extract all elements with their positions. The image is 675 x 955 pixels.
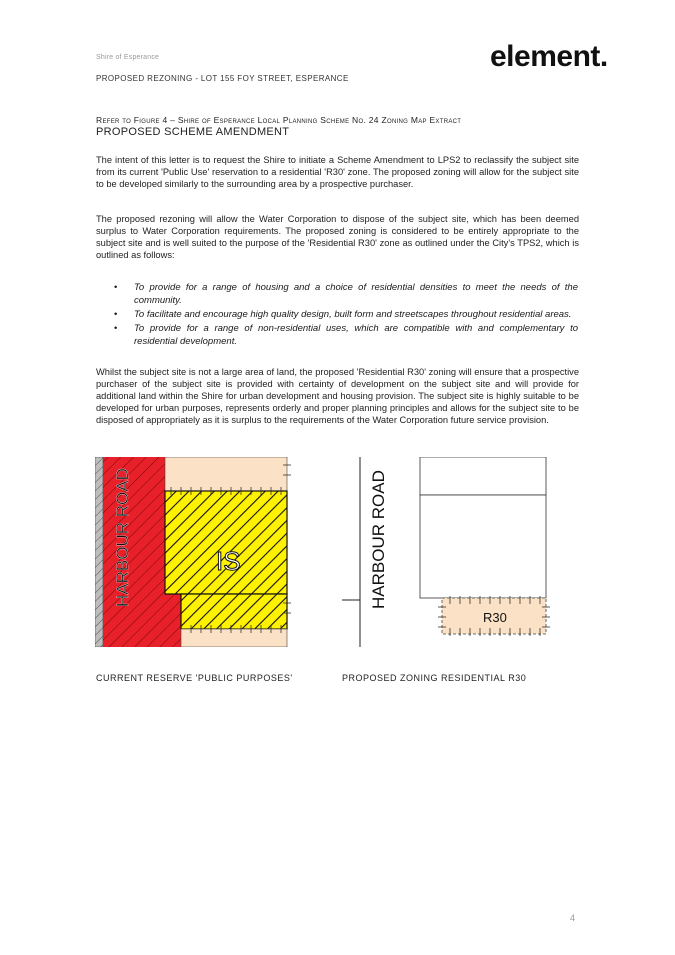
lot-outline bbox=[420, 495, 546, 598]
residential-area bbox=[165, 457, 287, 491]
bullet-icon: • bbox=[114, 323, 118, 334]
section-heading: PROPOSED SCHEME AMENDMENT bbox=[96, 126, 290, 138]
paragraph-justification: Whilst the subject site is not a large area of land, the proposed 'Residential R30' zoning will ensure that a prospective purchaser of the subject site is provided with certainty of development on the subject site and will provide for additional land within the Shire for urban development and housing provision. The subject site is highly suitable to be developed for urban purposes, represents orderly and proper planning principles and allows for the subject site to be disposed of appropriately as it is surplus to the requirements of the Water Corporation future service provision. bbox=[96, 367, 579, 425]
verge-strip bbox=[95, 457, 103, 647]
page-number: 4 bbox=[570, 913, 576, 923]
figure-reference: Refer to Figure 4 – Shire of Esperance Local Planning Scheme No. 24 Zoning Map Extract bbox=[96, 115, 462, 125]
bullet-icon: • bbox=[114, 309, 118, 320]
element-logo: element. bbox=[490, 40, 608, 73]
list-item-text: To provide for a range of housing and a choice of residential densities to meet the needs of the community. bbox=[134, 282, 578, 306]
objectives-list bbox=[112, 281, 578, 349]
document-subtitle: PROPOSED REZONING - LOT 155 FOY STREET, ESPERANCE bbox=[96, 74, 349, 83]
proposed-zoning-map bbox=[342, 457, 552, 647]
current-map-caption: CURRENT RESERVE 'PUBLIC PURPOSES' bbox=[96, 673, 293, 683]
lot-outline bbox=[420, 457, 546, 495]
zone-label-r30: R30 bbox=[483, 610, 507, 625]
public-purposes-area bbox=[165, 491, 287, 594]
proposed-map-caption: PROPOSED ZONING RESIDENTIAL R30 bbox=[342, 673, 527, 683]
list-item-text: To facilitate and encourage high quality design, built form and streetscapes throughout residential areas. bbox=[134, 309, 572, 320]
list-item-text: To provide for a range of non-residential uses, which are compatible with and complementary to residential development. bbox=[134, 323, 578, 347]
list-item bbox=[112, 308, 578, 321]
list-item bbox=[112, 322, 578, 348]
zone-label-is: IS bbox=[216, 546, 241, 576]
organisation-name: Shire of Esperance bbox=[96, 54, 160, 61]
road-label: HARBOUR ROAD bbox=[369, 470, 388, 609]
paragraph-intent: The intent of this letter is to request the Shire to initiate a Scheme Amendment to LPS2 to reclassify the subject site from its current 'Public Use' reservation to a residential 'R30' zone. The proposed zoning will allow for the subject site to be developed similarly to the surrounding area by a prospective purchaser. bbox=[96, 155, 579, 189]
paragraph-rezoning: The proposed rezoning will allow the Water Corporation to dispose of the subject site, which has been deemed surplus to Water Corporation requirements. The proposed zoning is considered to be entirely appropriate to the subject site and is well suited to the purpose of the 'Residential R30' zone as outlined under the City's TPS2, which is outlined as follows: bbox=[96, 214, 579, 260]
list-item bbox=[112, 281, 578, 307]
bullet-icon: • bbox=[114, 282, 118, 293]
road-label: HARBOUR ROAD bbox=[113, 468, 132, 607]
current-zoning-map bbox=[95, 457, 291, 647]
